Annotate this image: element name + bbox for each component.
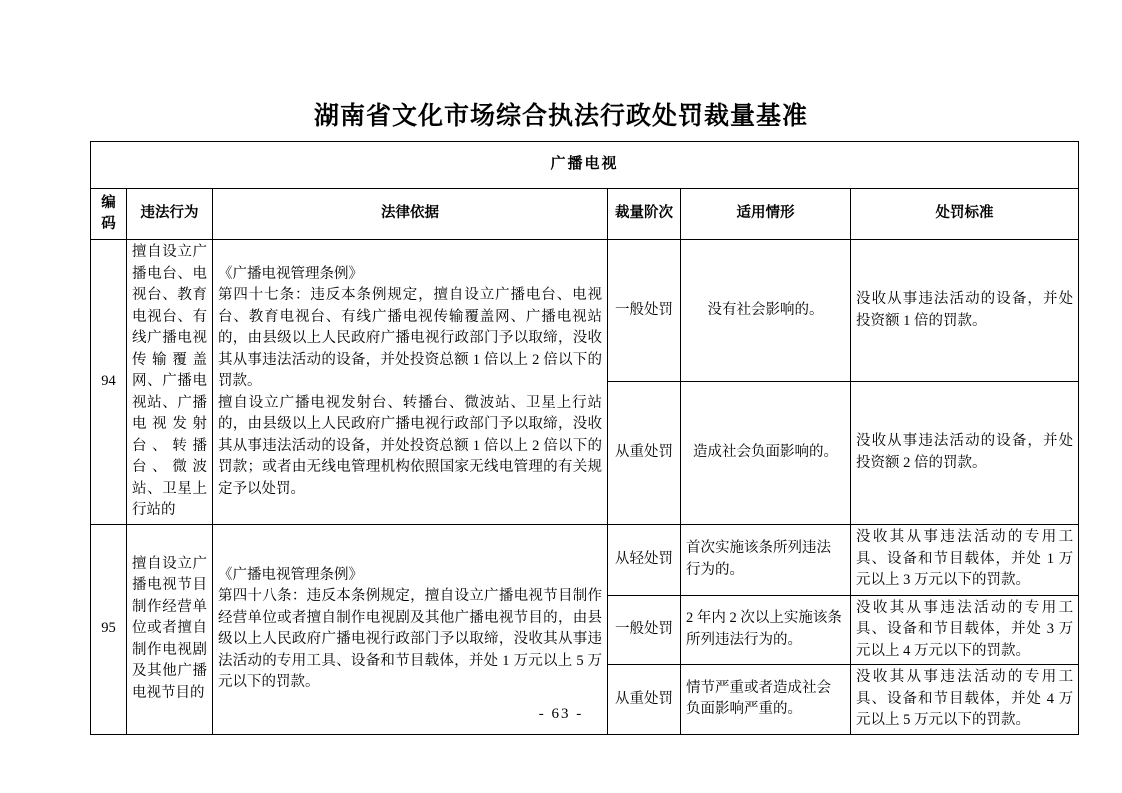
row94-sub2-level-cell: 从重处罚: [608, 382, 681, 524]
row94-sub1-standard-cell: 没收从事违法活动的设备，并处投资额 1 倍的罚款。: [851, 240, 1079, 382]
col-header-violation: 违法行为: [127, 189, 213, 240]
row95-sub2-situation-cell: 2 年内 2 次以上实施该条所列违法行为的。: [681, 595, 851, 665]
row95-sub3-situation-cell: 情节严重或者造成社会负面影响严重的。: [681, 665, 851, 735]
row95-legal-basis-title: 《广播电视管理条例》: [218, 566, 363, 583]
row94-sub2-situation-cell: 造成社会负面影响的。: [681, 382, 851, 524]
page-title: 湖南省文化市场综合执法行政处罚裁量基准: [313, 103, 808, 130]
column-header-row: [91, 189, 1079, 240]
row95-sub2-standard-cell: 没收其从事违法活动的专用工具、设备和节目载体，并处 3 万元以上 4 万元以下的罚款。: [851, 595, 1079, 665]
row94-violation-cell: 擅自设立广播电台、电视台、教育电视台、有线广播电视传输覆盖网、广播电视站、广播电视发射台、转播台、微波站、卫星上行站的: [127, 240, 213, 525]
row95-sub2-level-cell: 一般处罚: [608, 595, 681, 665]
table-row: [91, 240, 1079, 382]
col-header-discretion-level: 裁量阶次: [608, 189, 681, 240]
section-header-row: [91, 142, 1079, 189]
col-header-code: 编码: [91, 189, 127, 240]
row95-sub3-standard-cell: 没收其从事违法活动的专用工具、设备和节目载体，并处 4 万元以上 5 万元以下的罚款。: [851, 665, 1079, 735]
row95-legal-basis-cell: [213, 524, 608, 734]
col-header-legal-basis: 法律依据: [213, 189, 608, 240]
row94-legal-basis-paragraph: 擅自设立广播电视发射台、转播台、微波站、卫星上行站的，由县级以上人民政府广播电视行政部门予以取缔，没收其从事违法活动的设备，并处投资总额 1 倍以上 2 倍以下的罚款；或者由无线电管理机构依照国家无线电管理的有关规定予以处罚。: [218, 394, 602, 497]
row95-sub1-situation-cell: 首次实施该条所列违法行为的。: [681, 524, 851, 595]
row95-code-cell: 95: [91, 524, 127, 734]
row94-sub1-level-cell: 一般处罚: [608, 240, 681, 382]
row94-legal-basis-title: 《广播电视管理条例》: [218, 265, 363, 282]
section-header-cell: 广播电视: [91, 142, 1079, 189]
row95-violation-cell: 擅自设立广播电视节目制作经营单位或者擅自制作电视剧及其他广播电视节目的: [127, 524, 213, 734]
row94-legal-basis-paragraph: 第四十七条：违反本条例规定，擅自设立广播电台、电视台、教育电视台、有线广播电视传输覆盖网、广播电视站的，由县级以上人民政府广播电视行政部门予以取缔，没收其从事违法活动的设备，并处投资总额 1 倍以上 2 倍以下的罚款。: [218, 287, 602, 389]
col-header-applicable-situation: 适用情形: [681, 189, 851, 240]
row94-sub2-standard-cell: 没收从事违法活动的设备，并处投资额 2 倍的罚款。: [851, 382, 1079, 524]
row94-legal-basis-cell: [213, 240, 608, 525]
row94-sub1-situation-cell: 没有社会影响的。: [681, 240, 851, 382]
row95-sub3-level-cell: 从重处罚: [608, 665, 681, 735]
page-number: - 63 -: [538, 706, 584, 722]
table-row: [91, 524, 1079, 595]
row95-legal-basis-paragraph: 第四十八条：违反本条例规定，擅自设立广播电视节目制作经营单位或者擅自制作电视剧及其他广播电视节目的，由县级以上人民政府广播电视行政部门予以取缔，没收其从事违法活动的专用工具、设备和节目载体，并处 1 万元以上 5 万元以下的罚款。: [218, 588, 602, 690]
row95-sub1-standard-cell: 没收其从事违法活动的专用工具、设备和节目载体，并处 1 万元以上 3 万元以下的罚款。: [851, 524, 1079, 595]
penalty-standards-table: [90, 141, 1079, 735]
row94-code-cell: 94: [91, 240, 127, 525]
row95-sub1-level-cell: 从轻处罚: [608, 524, 681, 595]
col-header-penalty-standard: 处罚标准: [851, 189, 1079, 240]
